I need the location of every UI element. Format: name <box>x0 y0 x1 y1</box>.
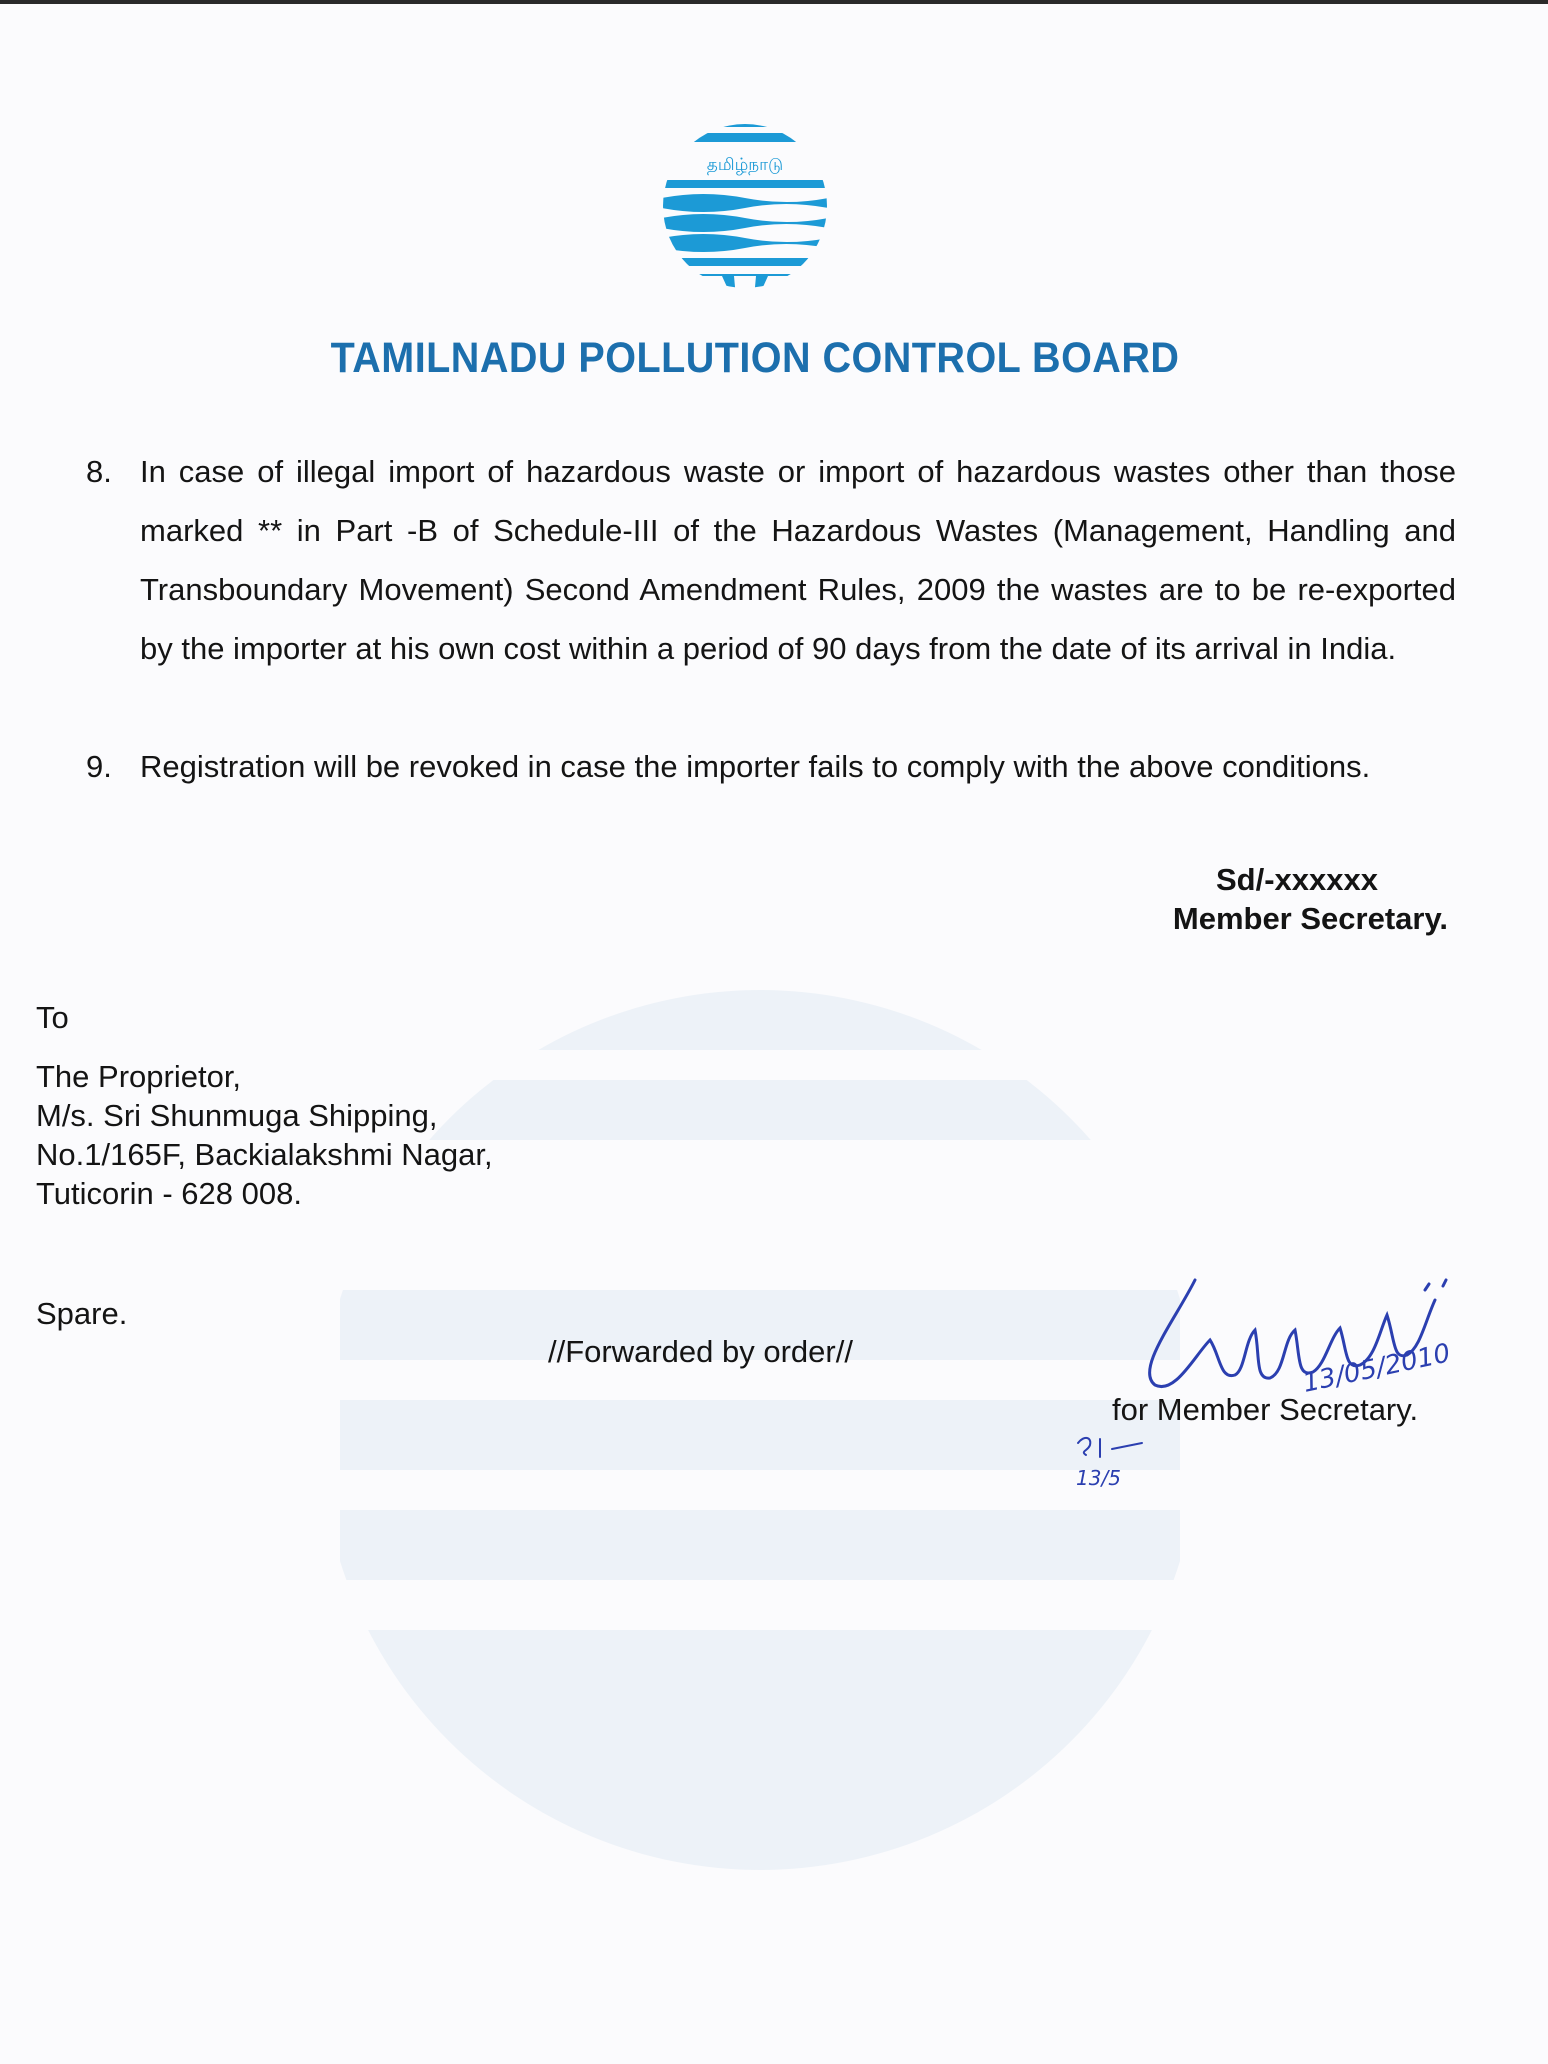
for-member-secretary: for Member Secretary. <box>1112 1392 1419 1427</box>
address-line: Tuticorin - 628 008. <box>36 1176 302 1211</box>
clause-number: 9. <box>86 749 112 784</box>
clause-number: 8. <box>86 454 112 489</box>
spare-label: Spare. <box>36 1296 128 1331</box>
clause-9 <box>86 737 1456 796</box>
initials-date: 13/5 <box>1076 1466 1121 1490</box>
clause-text: In case of illegal import of hazardous waste or import of hazardous wastes other than those marked ** in Part -B of Schedule-III of the Hazardous Wastes (Management, Handling and Transboundary Movement) Second Amendment Rules, 2009 the wastes are to be re-exported by the importer at his own cost within a period of 90 days from the date of its arrival in India. <box>140 454 1456 666</box>
top-edge <box>0 0 1548 4</box>
signatory-sd: Sd/-xxxxxx <box>1216 862 1378 897</box>
to-label: To <box>36 1000 69 1035</box>
forwarded-by-order: //Forwarded by order// <box>548 1334 853 1369</box>
clause-8 <box>86 442 1456 678</box>
logo-text: தமிழ்நாடு <box>706 155 784 175</box>
recipient-address <box>36 1057 493 1213</box>
address-line: No.1/165F, Backialakshmi Nagar, <box>36 1137 493 1172</box>
signatory-title: Member Secretary. <box>1172 901 1448 936</box>
address-line: The Proprietor, <box>36 1059 242 1094</box>
handwritten-date: 13/05/2010 <box>1300 1338 1454 1399</box>
address-line: M/s. Sri Shunmuga Shipping, <box>36 1098 438 1133</box>
signatory-block <box>1173 860 1448 938</box>
handwritten-initials <box>1070 1425 1150 1495</box>
handwritten-signature <box>1125 1260 1485 1400</box>
tnpcb-logo <box>662 118 828 298</box>
organization-title: TAMILNADU POLLUTION CONTROL BOARD <box>330 334 1180 382</box>
clause-text: Registration will be revoked in case the importer fails to comply with the above conditions. <box>140 749 1371 784</box>
